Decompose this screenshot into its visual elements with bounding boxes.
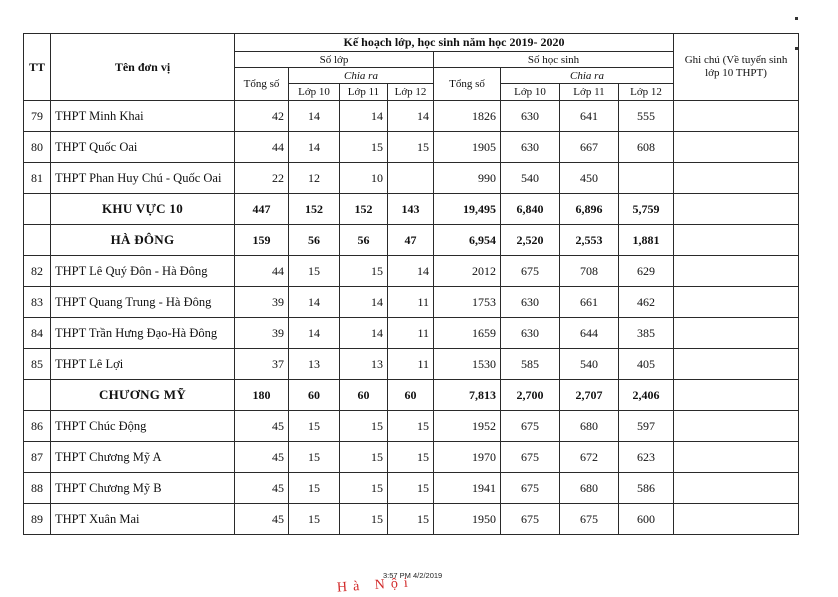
cell-row-number: 87: [24, 442, 51, 473]
cell-row-number: 86: [24, 411, 51, 442]
cell-note: [674, 380, 799, 411]
cell-classes-grade11: 152: [340, 194, 388, 225]
cell-classes-grade12: 14: [388, 101, 434, 132]
cell-students-grade12: 623: [619, 442, 674, 473]
cell-classes-grade12: 60: [388, 380, 434, 411]
cell-row-number: [24, 380, 51, 411]
cell-unit-name: THPT Quang Trung - Hà Đông: [51, 287, 235, 318]
cell-classes-total: 447: [235, 194, 289, 225]
cell-students-grade10: 6,840: [501, 194, 560, 225]
cell-unit-name: THPT Minh Khai: [51, 101, 235, 132]
scan-mark: [795, 17, 798, 20]
cell-classes-grade10: 15: [289, 473, 340, 504]
cell-classes-grade12: 14: [388, 256, 434, 287]
cell-classes-grade11: 13: [340, 349, 388, 380]
cell-students-grade10: 630: [501, 318, 560, 349]
cell-students-grade11: 2,553: [560, 225, 619, 256]
cell-students-total: 1952: [434, 411, 501, 442]
cell-row-number: 82: [24, 256, 51, 287]
header-note: [674, 34, 799, 101]
cell-classes-grade10: 14: [289, 132, 340, 163]
cell-classes-grade11: 15: [340, 411, 388, 442]
table-row: [24, 411, 799, 442]
cell-unit-name: THPT Quốc Oai: [51, 132, 235, 163]
cell-classes-grade10: 15: [289, 442, 340, 473]
cell-unit-name: CHƯƠNG MỸ: [51, 380, 235, 411]
cell-students-grade11: 680: [560, 411, 619, 442]
cell-note: [674, 411, 799, 442]
cell-students-grade12: 555: [619, 101, 674, 132]
cell-note: [674, 442, 799, 473]
cell-unit-name: HÀ ĐÔNG: [51, 225, 235, 256]
red-seal-stamp: Hà Nội: [336, 575, 415, 596]
cell-classes-grade11: 56: [340, 225, 388, 256]
cell-students-grade12: 597: [619, 411, 674, 442]
cell-students-grade10: 675: [501, 504, 560, 535]
cell-classes-grade10: 152: [289, 194, 340, 225]
table-row: [24, 349, 799, 380]
cell-unit-name: THPT Chương Mỹ B: [51, 473, 235, 504]
cell-students-total: 990: [434, 163, 501, 194]
cell-students-grade12: 462: [619, 287, 674, 318]
cell-students-grade10: 630: [501, 287, 560, 318]
header-plan-title: Kế hoạch lớp, học sinh năm học 2019- 2020: [235, 34, 674, 52]
header-classes-grade10: Lớp 10: [289, 84, 340, 101]
cell-students-grade10: 585: [501, 349, 560, 380]
cell-classes-total: 39: [235, 318, 289, 349]
cell-classes-total: 159: [235, 225, 289, 256]
cell-classes-total: 39: [235, 287, 289, 318]
cell-classes-grade12: 11: [388, 287, 434, 318]
cell-students-total: 7,813: [434, 380, 501, 411]
table-row: [24, 132, 799, 163]
cell-students-grade11: 675: [560, 504, 619, 535]
cell-classes-grade10: 14: [289, 318, 340, 349]
table-row: [24, 442, 799, 473]
cell-classes-total: 44: [235, 132, 289, 163]
cell-classes-total: 42: [235, 101, 289, 132]
cell-classes-grade11: 15: [340, 256, 388, 287]
cell-students-grade11: 641: [560, 101, 619, 132]
cell-students-grade10: 630: [501, 132, 560, 163]
cell-classes-total: 45: [235, 473, 289, 504]
cell-classes-total: 37: [235, 349, 289, 380]
cell-students-grade12: 608: [619, 132, 674, 163]
table-row: [24, 163, 799, 194]
cell-classes-grade12: 15: [388, 411, 434, 442]
cell-unit-name: THPT Lê Quý Đôn - Hà Đông: [51, 256, 235, 287]
cell-classes-grade12: 15: [388, 504, 434, 535]
cell-students-grade10: 630: [501, 101, 560, 132]
cell-students-total: 1826: [434, 101, 501, 132]
cell-classes-total: 45: [235, 442, 289, 473]
cell-unit-name: KHU VỰC 10: [51, 194, 235, 225]
header-classes-grade11: Lớp 11: [340, 84, 388, 101]
cell-row-number: [24, 225, 51, 256]
cell-students-grade11: 661: [560, 287, 619, 318]
table-summary-row: [24, 380, 799, 411]
scan-mark: [795, 47, 798, 50]
cell-students-grade12: 2,406: [619, 380, 674, 411]
cell-classes-grade11: 14: [340, 287, 388, 318]
cell-classes-grade11: 60: [340, 380, 388, 411]
cell-students-total: 1941: [434, 473, 501, 504]
cell-unit-name: THPT Trần Hưng Đạo-Hà Đông: [51, 318, 235, 349]
cell-classes-grade12: 15: [388, 442, 434, 473]
cell-classes-grade10: 15: [289, 256, 340, 287]
cell-students-grade10: 675: [501, 442, 560, 473]
cell-students-grade10: 675: [501, 411, 560, 442]
cell-students-grade10: 540: [501, 163, 560, 194]
cell-classes-grade11: 10: [340, 163, 388, 194]
cell-note: [674, 194, 799, 225]
table-row: [24, 287, 799, 318]
cell-students-grade12: [619, 163, 674, 194]
cell-students-total: 2012: [434, 256, 501, 287]
cell-students-grade10: 2,520: [501, 225, 560, 256]
cell-unit-name: THPT Lê Lợi: [51, 349, 235, 380]
cell-classes-grade10: 15: [289, 411, 340, 442]
header-tt: TT: [24, 34, 51, 101]
cell-classes-total: 22: [235, 163, 289, 194]
cell-students-total: 1970: [434, 442, 501, 473]
cell-classes-grade10: 14: [289, 101, 340, 132]
cell-students-grade11: 667: [560, 132, 619, 163]
cell-students-grade10: 675: [501, 473, 560, 504]
cell-students-grade11: 708: [560, 256, 619, 287]
cell-row-number: 88: [24, 473, 51, 504]
cell-students-grade11: 680: [560, 473, 619, 504]
cell-unit-name: THPT Chương Mỹ A: [51, 442, 235, 473]
cell-unit-name: THPT Xuân Mai: [51, 504, 235, 535]
cell-classes-grade10: 15: [289, 504, 340, 535]
header-students-split: Chia ra: [501, 68, 674, 84]
table-summary-row: [24, 225, 799, 256]
cell-row-number: 83: [24, 287, 51, 318]
print-timestamp: 3:57 PM 4/2/2019: [383, 571, 443, 580]
cell-unit-name: THPT Phan Huy Chú - Quốc Oai: [51, 163, 235, 194]
cell-classes-grade12: 47: [388, 225, 434, 256]
table-row: [24, 101, 799, 132]
cell-classes-grade11: 15: [340, 504, 388, 535]
cell-students-grade12: 586: [619, 473, 674, 504]
header-students-grade12: Lớp 12: [619, 84, 674, 101]
cell-students-grade11: 2,707: [560, 380, 619, 411]
cell-classes-grade10: 60: [289, 380, 340, 411]
cell-row-number: 85: [24, 349, 51, 380]
cell-note: [674, 349, 799, 380]
cell-classes-grade11: 15: [340, 473, 388, 504]
cell-students-grade12: 600: [619, 504, 674, 535]
cell-students-grade11: 672: [560, 442, 619, 473]
cell-classes-grade12: 11: [388, 349, 434, 380]
cell-unit-name: THPT Chúc Động: [51, 411, 235, 442]
cell-students-grade11: 540: [560, 349, 619, 380]
cell-note: [674, 132, 799, 163]
cell-students-grade10: 675: [501, 256, 560, 287]
header-students-group: Số học sinh: [434, 52, 674, 68]
cell-note: [674, 256, 799, 287]
cell-students-grade11: 644: [560, 318, 619, 349]
class-student-plan-table: [23, 33, 799, 535]
cell-classes-grade10: 14: [289, 287, 340, 318]
cell-row-number: 84: [24, 318, 51, 349]
cell-row-number: 89: [24, 504, 51, 535]
cell-students-grade12: 405: [619, 349, 674, 380]
cell-students-grade12: 629: [619, 256, 674, 287]
cell-row-number: [24, 194, 51, 225]
cell-classes-grade12: 11: [388, 318, 434, 349]
cell-students-total: 19,495: [434, 194, 501, 225]
table-row: [24, 318, 799, 349]
header-classes-split: Chia ra: [289, 68, 434, 84]
cell-classes-grade11: 14: [340, 101, 388, 132]
cell-students-total: 1753: [434, 287, 501, 318]
cell-note: [674, 101, 799, 132]
table-summary-row: [24, 194, 799, 225]
cell-students-grade12: 385: [619, 318, 674, 349]
cell-classes-total: 45: [235, 411, 289, 442]
cell-note: [674, 163, 799, 194]
cell-classes-total: 180: [235, 380, 289, 411]
cell-classes-grade12: 15: [388, 473, 434, 504]
table-row: [24, 504, 799, 535]
cell-classes-grade12: 15: [388, 132, 434, 163]
cell-classes-grade12: [388, 163, 434, 194]
header-students-grade11: Lớp 11: [560, 84, 619, 101]
cell-students-total: 1905: [434, 132, 501, 163]
header-classes-grade12: Lớp 12: [388, 84, 434, 101]
cell-row-number: 81: [24, 163, 51, 194]
cell-students-grade11: 450: [560, 163, 619, 194]
cell-note: [674, 225, 799, 256]
cell-students-grade11: 6,896: [560, 194, 619, 225]
cell-classes-grade11: 15: [340, 442, 388, 473]
cell-classes-grade11: 14: [340, 318, 388, 349]
cell-students-total: 1659: [434, 318, 501, 349]
cell-row-number: 80: [24, 132, 51, 163]
cell-students-total: 1950: [434, 504, 501, 535]
cell-note: [674, 287, 799, 318]
header-students-grade10: Lớp 10: [501, 84, 560, 101]
header-classes-total: Tổng số: [235, 68, 289, 101]
header-classes-group: Số lớp: [235, 52, 434, 68]
cell-note: [674, 318, 799, 349]
cell-students-grade12: 1,881: [619, 225, 674, 256]
cell-students-grade12: 5,759: [619, 194, 674, 225]
cell-classes-grade10: 12: [289, 163, 340, 194]
cell-note: [674, 504, 799, 535]
cell-row-number: 79: [24, 101, 51, 132]
table-row: [24, 473, 799, 504]
header-students-total: Tổng số: [434, 68, 501, 101]
header-unit-name: Tên đơn vị: [51, 34, 235, 101]
cell-classes-total: 44: [235, 256, 289, 287]
table-row: [24, 256, 799, 287]
cell-classes-grade10: 56: [289, 225, 340, 256]
cell-classes-grade11: 15: [340, 132, 388, 163]
cell-students-total: 6,954: [434, 225, 501, 256]
cell-students-total: 1530: [434, 349, 501, 380]
cell-students-grade10: 2,700: [501, 380, 560, 411]
cell-classes-grade12: 143: [388, 194, 434, 225]
cell-classes-total: 45: [235, 504, 289, 535]
cell-note: [674, 473, 799, 504]
cell-classes-grade10: 13: [289, 349, 340, 380]
header-note-text: Ghi chú (Về tuyển sinh lớp 10 THPT): [684, 54, 788, 79]
